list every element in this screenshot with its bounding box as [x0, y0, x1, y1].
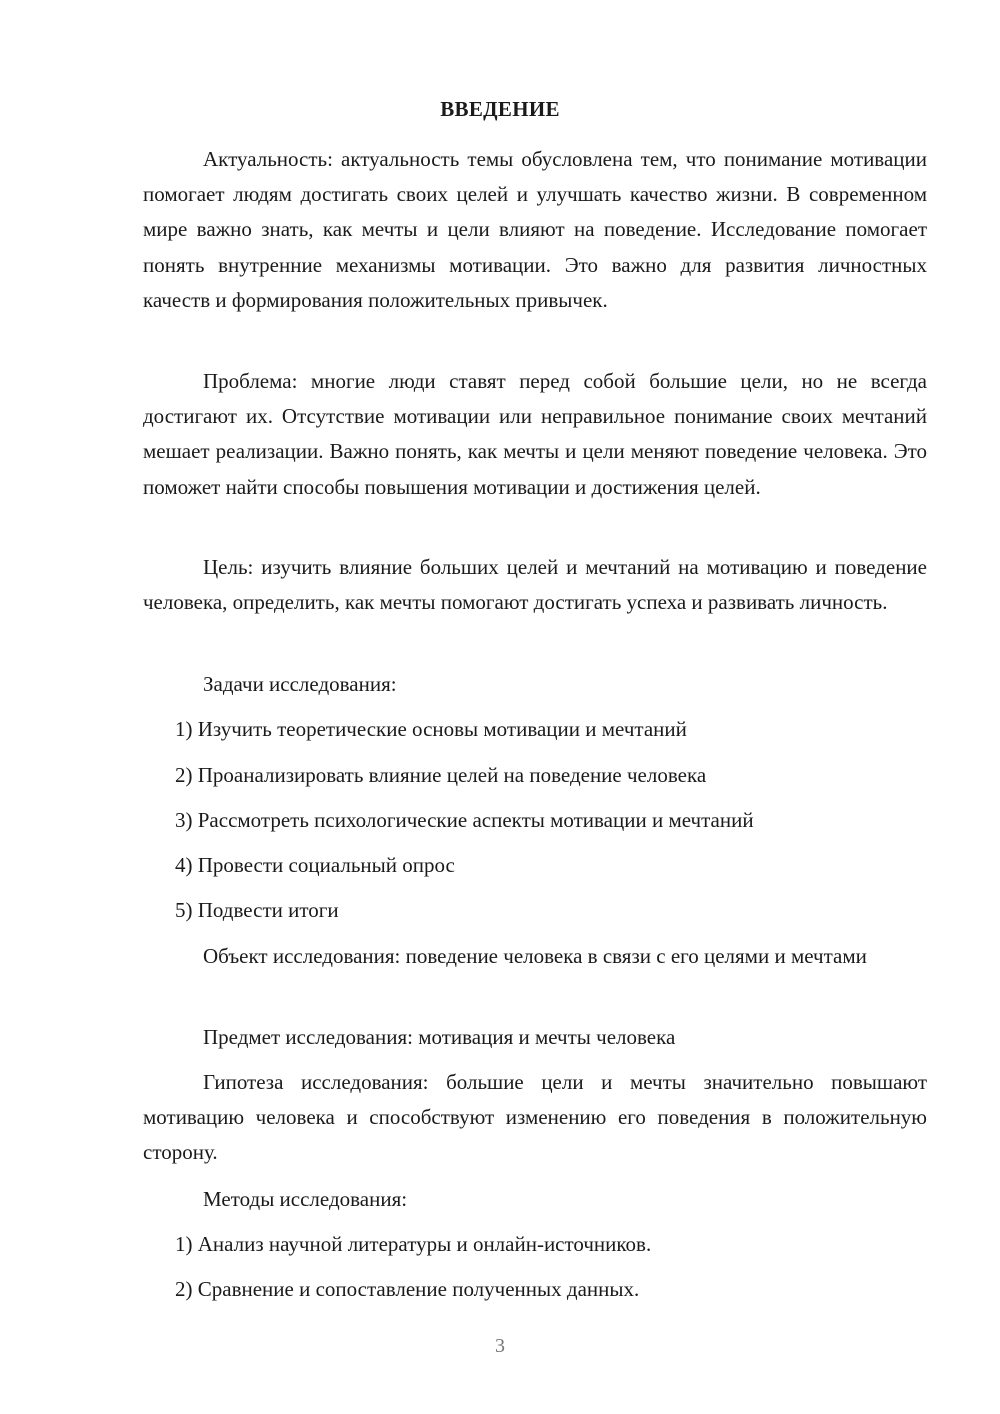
- relevance-paragraph: Актуальность: актуальность темы обусловлена тем, что понимание мотивации помогает людям достигать своих целей и улучшать качество жизни. В современном мире важно знать, как мечты и цели влияют на поведение. Исследование помогает понять внутренние механизмы мотивации. Это важно для развития личностных качеств и формирования положительных привычек.: [143, 147, 927, 312]
- goal-paragraph: Цель: изучить влияние больших целей и мечтаний на мотивацию и поведение человека, определить, как мечты помогают достигать успеха и развивать личность.: [143, 555, 927, 615]
- object-paragraph: Объект исследования: поведение человека в связи с его целями и мечтами: [203, 944, 867, 968]
- tasks-heading: Задачи исследования:: [203, 672, 397, 696]
- problem-paragraph: Проблема: многие люди ставят перед собой большие цели, но не всегда достигают их. Отсутствие мотивации или неправильное понимание своих мечтаний мешает реализации. Важно понять, как мечты и цели меняют поведение человека. Это поможет найти способы повышения мотивации и достижения целей.: [143, 369, 927, 499]
- method-item: 1) Анализ научной литературы и онлайн-источников.: [175, 1232, 652, 1256]
- subject-paragraph: Предмет исследования: мотивация и мечты человека: [203, 1025, 676, 1049]
- task-item: 5) Подвести итоги: [175, 898, 339, 922]
- hypothesis-paragraph: Гипотеза исследования: большие цели и мечты значительно повышают мотивацию человека и способствуют изменению его поведения в положительную сторону.: [143, 1070, 927, 1165]
- section-heading: ВВЕДЕНИЕ: [440, 97, 560, 121]
- task-item: 3) Рассмотреть психологические аспекты мотивации и мечтаний: [175, 808, 754, 832]
- page-number: 3: [495, 1335, 505, 1357]
- method-item: 2) Сравнение и сопоставление полученных данных.: [175, 1277, 640, 1301]
- methods-heading: Методы исследования:: [203, 1187, 408, 1211]
- task-item: 4) Провести социальный опрос: [175, 853, 455, 877]
- task-item: 2) Проанализировать влияние целей на поведение человека: [175, 763, 707, 787]
- task-item: 1) Изучить теоретические основы мотивации и мечтаний: [175, 717, 687, 741]
